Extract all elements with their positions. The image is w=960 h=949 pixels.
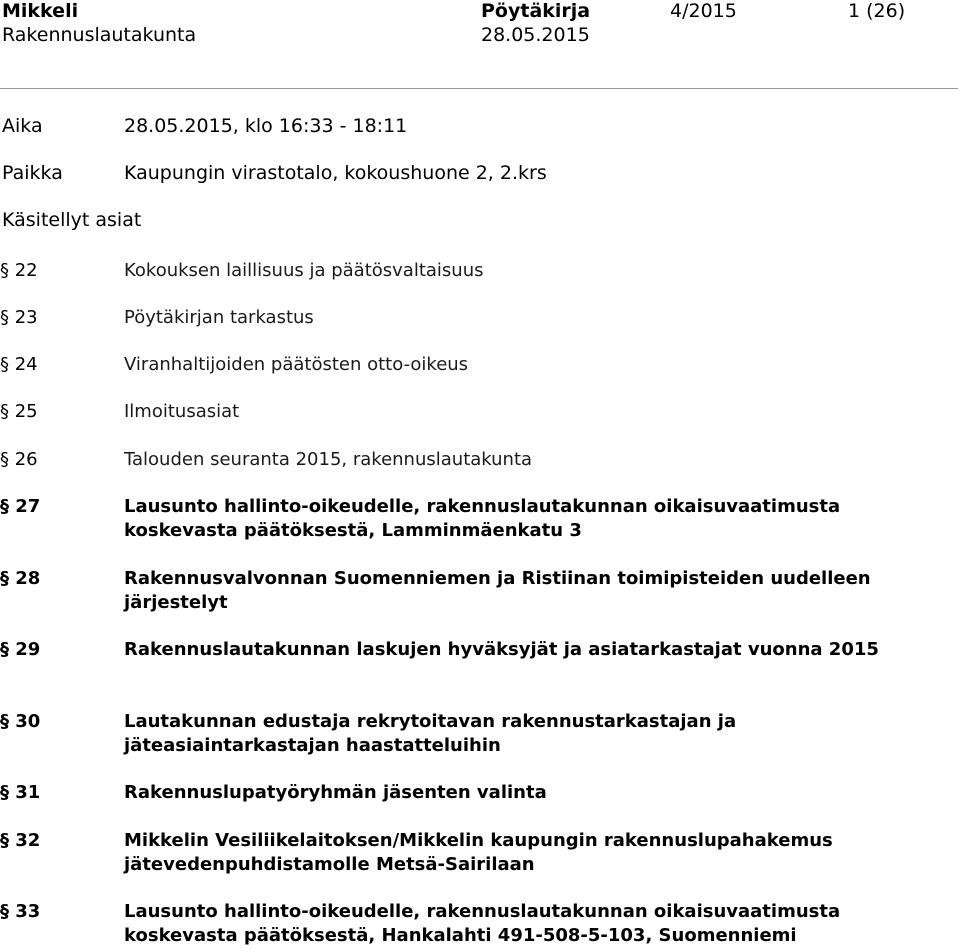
time-value: 28.05.2015, klo 16:33 - 18:11	[124, 115, 408, 137]
header-page-number: 1 (26)	[848, 0, 906, 22]
header-doc-number: 4/2015	[670, 0, 737, 22]
item-number: § 24	[0, 354, 38, 375]
item-title: Lausunto hallinto-oikeudelle, rakennuslautakunnan oikaisuvaatimusta koskevasta päätöksestä, Hankalahti 491-508-5-103, Suomenniemi	[124, 901, 841, 946]
item-title: Pöytäkirjan tarkastus	[124, 307, 314, 328]
item-number: § 28	[0, 568, 41, 589]
item-title: Talouden seuranta 2015, rakennuslautakunta	[124, 449, 533, 470]
header-divider	[0, 88, 958, 89]
header-doc-type: Pöytäkirja	[481, 0, 591, 22]
item-number: § 25	[0, 401, 38, 422]
header-body: Rakennuslautakunta	[2, 24, 197, 46]
item-number: § 33	[0, 901, 41, 922]
item-title: Rakennusvalvonnan Suomenniemen ja Ristiinan toimipisteiden uudelleen järjestelyt	[124, 568, 871, 613]
section-heading: Käsitellyt asiat	[2, 209, 142, 231]
place-label: Paikka	[2, 162, 63, 184]
item-title: Rakennuslautakunnan laskujen hyväksyjät ja asiatarkastajat vuonna 2015	[124, 639, 879, 660]
place-value: Kaupungin virastotalo, kokoushuone 2, 2.krs	[124, 162, 547, 184]
item-title: Rakennuslupatyöryhmän jäsenten valinta	[124, 782, 547, 803]
header-city: Mikkeli	[2, 0, 79, 22]
item-number: § 27	[0, 496, 41, 517]
item-number: § 26	[0, 449, 38, 470]
item-number: § 30	[0, 711, 41, 732]
time-label: Aika	[2, 115, 43, 137]
item-number: § 22	[0, 260, 38, 281]
item-number: § 29	[0, 639, 41, 660]
item-number: § 23	[0, 307, 38, 328]
item-number: § 32	[0, 830, 41, 851]
item-title: Ilmoitusasiat	[124, 401, 240, 422]
item-title: Lausunto hallinto-oikeudelle, rakennuslautakunnan oikaisuvaatimusta koskevasta päätöksestä, Lamminmäenkatu 3	[124, 496, 841, 541]
header-date: 28.05.2015	[481, 24, 590, 46]
item-number: § 31	[0, 782, 41, 803]
item-title: Lautakunnan edustaja rekrytoitavan rakennustarkastajan ja jäteasiaintarkastajan haastatteluihin	[124, 711, 737, 756]
item-title: Viranhaltijoiden päätösten otto-oikeus	[124, 354, 469, 375]
item-title: Kokouksen laillisuus ja päätösvaltaisuus	[124, 260, 484, 281]
item-title: Mikkelin Vesiliikelaitoksen/Mikkelin kaupungin rakennuslupahakemus jätevedenpuhdistamolle Metsä-Sairilaan	[124, 830, 833, 875]
